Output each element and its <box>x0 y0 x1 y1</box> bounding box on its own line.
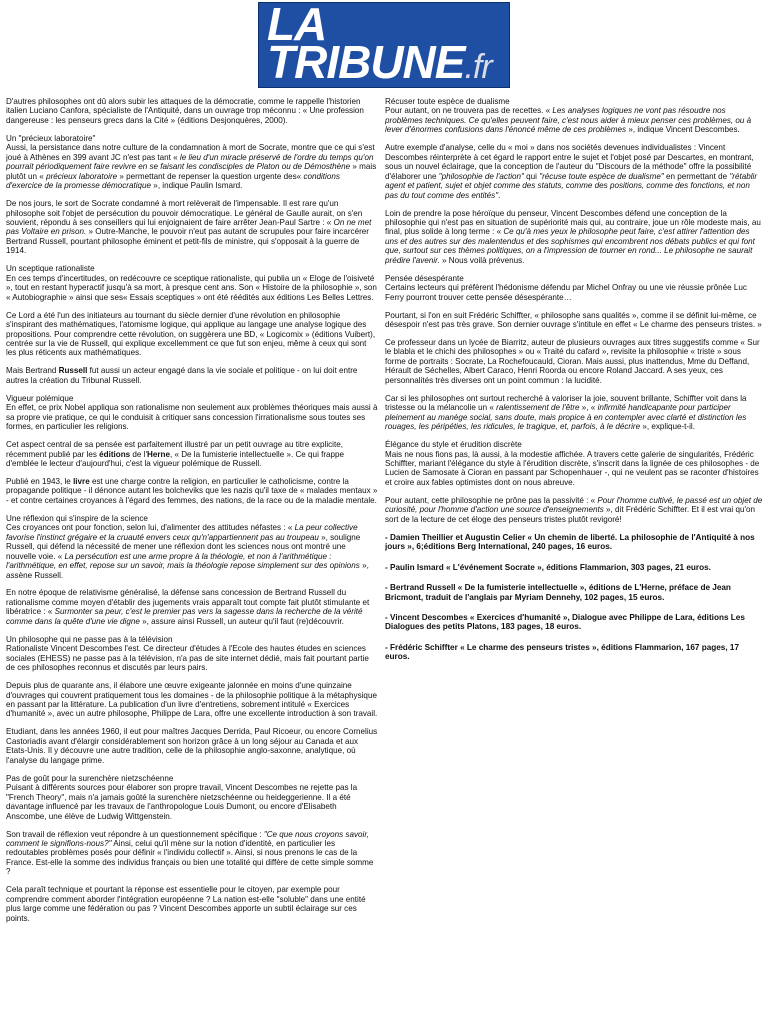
text-run: Son travail de réflexion veut répondre à un questionnement spécifique : <box>6 829 264 839</box>
la-tribune-logo[interactable] <box>258 2 510 88</box>
text-run: est une charge contre la religion, en particulier le catholicisme, contre la propagande politique - il dénonce autant les bolcheviks que les nazis qu'il taxe de « malades mentaux » - et contre certaines croyances à l'égard des femmes, des nations, de la race ou de la maladie mentale. <box>6 476 378 505</box>
section-heading: Vigueur polémique <box>6 393 74 403</box>
text-run: fut aussi un acteur engagé dans la vie sociale et politique - on lui doit entre autres la création du Tribunal Russell. <box>6 366 358 385</box>
paragraph: Pourtant, si l'on en suit Frédéric Schiffter, « philosophe sans qualités », comme il se définit lui-même, ce désespoir n'est pas très grave. Son dernier ouvrage s'intitule en effet « Le charme des penseurs tristes. » <box>385 310 762 330</box>
text-run: Pour autant, cette philosophie ne prône pas la passivité : « <box>385 495 598 505</box>
bold-run: Herne <box>147 449 170 459</box>
section <box>6 774 378 821</box>
section <box>6 394 378 432</box>
text-run: De nos jours, le sort de Socrate condamné à mort relèverait de l'impensable. Il est rare qu'un philosophe soit l'objet de persécution du pouvoir démocratique. Le général de Gaulle aurait, on s'en souvient, répondu à ses conseillers qui lui enjoignaient de faire arrêter Jean-Paul Sartre : « <box>6 199 363 227</box>
quote-run: "Ce que nous croyons savoir, comment le signifions-nous?" <box>6 829 369 848</box>
paragraph: Etudiant, dans les années 1960, il eut pour maîtres Jacques Derrida, Paul Ricoeur, ou encore Cornelius Castoriadis avant d'élargir considérablement son horizon grâce à un long séjour au Canada et aux Etats-Unis. Il y découvre une autre tradition, celle de la philosophie anglo-saxonne, analytique, où l'analyse du langage prime. <box>6 727 378 765</box>
section-heading: Un "précieux laboratoire" <box>6 133 96 143</box>
quote-run: Pour l'homme cultivé, le passé est un objet de curiosité, pour l'homme d'action une source d'enseignements <box>385 495 763 515</box>
quote-run: Les analyses logiques ne vont pas résoudre nos problèmes techniques. Ce qu'elles peuvent faire, c'est nous aider à mieux penser ces problèmes, ou à lever d'énormes confusions dans l'énoncé même de ces problèmes <box>385 106 752 135</box>
logo-line-2 <box>267 35 509 88</box>
paragraph: Depuis plus de quarante ans, il élabore une œuvre exigeante jalonnée en moins d'une quinzaine d'ouvrages qui couvrent pratiquement tous les domaines - de la philosophie politique à la métaphysique en passant par la littérature. La publication d'un livre d'entretiens, sobrement intitulé « Exercices d'humanité », avec un autre philosophe, Philippe de Lara, offre une excellente introduction à son travail. <box>6 681 378 719</box>
text-run: En effet, ce prix Nobel appliqua son rationalisme non seulement aux problèmes théoriques mais aussi à sa propre vie pratique, ce qui le conduisit à critiquer sans concession l'irrationalisme sous toutes ses formes, en particulier les religions. <box>6 403 378 432</box>
paragraph <box>6 830 378 877</box>
text-run: Pour autant, on ne trouvera pas de recettes. « <box>385 106 553 116</box>
section <box>6 134 378 191</box>
paragraph <box>385 143 763 200</box>
paragraph <box>6 588 378 626</box>
text-run: Mais ne nous fions pas, là aussi, à la modestie affichée. A travers cette galerie de singularités, Frédéric Schiffter, mariant l'élégance du style à l'érudition discrète, s'inscrit dans la lignée de ces philosophes - de Lucien de Samosate à Cioran en passant par Schopenhauer -, qui ne veulent pas se raconter d'histoires et croire aux fables optimistes dont on nous abreuve. <box>385 449 760 487</box>
section <box>6 635 378 673</box>
paragraph <box>6 199 378 256</box>
quote-run: Ce qu'à mes yeux le philosophe peut faire, c'est attirer l'attention des uns et des autres sur des malentendus et des sophismes qui encombrent nos débats publics et qui font que, surtout sur ces thèmes politiques, on a l'impression de tourner en rond... Le philosophe ne saurait prédire l'avenir. <box>385 227 755 265</box>
quote-run: infirmité handicapante pour participer pleinement au manège social, sans doute, mais propice à en contempler avec clarté et distinction les rouages, les péripéties, les ridicules, le tragique, et, parfois, à le décrire <box>385 403 747 432</box>
text-run: » permettant de repenser la question urgente des« <box>117 171 304 181</box>
text-run: , « De la fumisterie intellectuelle ». Ce qui frappe d'emblée le lecteur d'aujourd'hui, c'est la vigueur polémique de Russell. <box>6 449 345 468</box>
section-heading: Pas de goût pour la surenchère nietzschéenne <box>6 773 174 783</box>
text-run: Loin de prendre la pose héroïque du penseur, Vincent Descombes défend une conception de la philosophie qui n'est pas en situation de supériorité mais qui, au contraire, joue un rôle modeste mais, au final, plus solide à long terme : « <box>385 208 761 237</box>
text-run: En notre époque de relativisme généralisé, la défense sans concession de Bertrand Russell du rationalisme comme moyen d'établir des jugements vrais apparaît tout compte fait plutôt stimulante et libératrice : « <box>6 588 370 617</box>
bibliography <box>385 533 763 662</box>
section-heading: Un sceptique rationaliste <box>6 264 95 274</box>
text-run: » mais plutôt un « <box>6 162 377 181</box>
text-run: En ces temps d'incertitudes, on redécouvre ce sceptique rationaliste, qui publia un « Eloge de l'oisiveté », tout en restant hyperactif jusqu'à sa mort, à presque cent ans. Son « Histoire de la philosophie », son « Autobiographie » ainsi que ses« Essais sceptiques » ont été réédités aux éditions Les Belles Lettres. <box>6 273 377 302</box>
paragraph: D'autres philosophes ont dû alors subir les attaques de la démocratie, comme le rappelle l'historien italien Luciano Canfora, spécialiste de l'Antiquité, dans un ouvrage trop méconnu : « Une profession dangereuse : les penseurs grecs dans la Cité » (éditions Desjonquères, 2000). <box>6 97 364 125</box>
paragraph <box>6 366 378 385</box>
section-heading: Un philosophe qui ne passe pas à la télévision <box>6 634 173 644</box>
quote-run: La peur collective favorise l'instinct grégaire et la cruauté envers ceux qu'n'appartiennent pas au troupeau <box>6 523 358 542</box>
logo-word: TRIBUNE <box>267 35 465 88</box>
bold-run: livre <box>73 476 90 486</box>
text-run: Ainsi, celui qu'il mène sur la notion d'identité, en particulier les redoutables problèmes posés pour définir « l'individu collectif ». Ainsi, si nous prenons le cas de la France. Est-elle la somme des individus français ou bien une totalité qui diffère de cette simple somme ? <box>6 838 374 877</box>
bibliography-item: - Vincent Descombes « Exercices d'humanité », Dialogue avec Philippe de Lara, éditions Les Dialogues des petits Platons, 183 pages, 18 euros. <box>385 612 745 632</box>
quote-run: conditions d'exercice de la promesse démocratique <box>6 171 340 191</box>
quote-run: précieux laboratoire <box>46 171 118 181</box>
section <box>385 440 763 487</box>
text-run: », dit Frédéric Schiffter. Et il est vrai qu'on sort de la lecture de cet éloge des penseurs tristes plutôt revigoré! <box>385 505 755 524</box>
bibliography-item: - Frédéric Schiffter « Le charme des penseurs tristes », éditions Flammarion, 167 pages, 17 euros. <box>385 642 740 662</box>
quote-run: "philosophie de l'action" <box>438 171 524 181</box>
bold-run: éditions <box>99 449 131 459</box>
text-run: Publié en 1943, le <box>6 476 74 486</box>
section <box>385 97 763 135</box>
text-run: », souligne Russell, qui défend la nécessité de mener une réflexion dont les sciences nous ont montré une nouvelle voie. « <box>6 532 361 561</box>
bold-run: Russell <box>58 366 88 376</box>
text-run: Puisant à différents sources pour élaborer son propre travail, Vincent Descombes ne rejette pas la "French Theory", mais n'a jamais goûté la surenchère nietzschéenne ou heideggerienne. Il a été davantage influencé par les travaux de l'anthropologue Louis Dumont, ou encore d'Elisabeth Anscombe, une élève de Ludwig Wittgenstein. <box>6 783 358 821</box>
text-run: Ces croyances ont pour fonction, selon lui, d'alimenter des attitudes néfastes : « <box>6 523 295 533</box>
text-run: Rationaliste Vincent Descombes l'est. Ce directeur d'études à l'Ecole des hautes études en sciences sociales (EHESS) ne passe pas à la télévision, n'a pas de site internet dédié, mais fait pourtant partie de ces philosophes reconnus et discutés par leurs pairs. <box>6 644 369 673</box>
text-run: » Outre-Manche, le pouvoir n'eut pas autant de scrupules pour faire incarcérer Bertrand Russell, pourtant philosophe éminent et petit-fils de ministre, qui s'opposait à la guerre de 1914. <box>6 227 369 256</box>
text-run: en permettant de <box>663 171 730 181</box>
paragraph <box>6 440 378 468</box>
text-run: », explique-t-il. <box>640 422 695 432</box>
text-run: », assène Russell. <box>6 561 369 580</box>
bibliography-item: - Damien Theillier et Augustin Celier « Un chemin de liberté. La philosophie de l'Antiquité à nos jours », 6;éditions Berg International, 240 pages, 16 euros. <box>385 532 755 552</box>
text-run: », « <box>579 403 598 413</box>
paragraph <box>385 209 763 266</box>
section-heading: Une réflexion qui s'inspire de la science <box>6 513 148 523</box>
section-heading: Récuser toute espèce de dualisme <box>385 97 510 106</box>
text-run: . <box>498 190 501 200</box>
text-run: », indique Vincent Descombes. <box>626 125 740 135</box>
paragraph <box>385 394 763 432</box>
section <box>385 274 763 302</box>
quote-run: La persécution est une arme propre à la théologie, et non à l'arithmétique : l'arithmétique, en effet, repose sur un savoir, mais la théologie repose simplement sur des opinions <box>6 551 360 571</box>
paragraph <box>6 477 378 505</box>
quote-run: On ne met pas Voltaire en prison. <box>6 217 372 237</box>
text-run: Car si les philosophes ont surtout recherché à valoriser la joie, souvent brillante, Schiffter voit dans la tristesse ou la mélancolie un « <box>385 393 747 413</box>
logo-line-1: LA <box>267 2 327 50</box>
article-left-column <box>6 97 378 1019</box>
text-run: », assure ainsi Russell, un auteur qu'il faut (re)découvrir. <box>139 616 344 626</box>
text-run: de l' <box>130 449 147 459</box>
text-run: Aussi, la persistance dans notre culture de la condamnation à mort de Socrate, montre que ce qui s'est joué à Athènes en 399 avant JC n'est pas tant « <box>6 143 375 162</box>
paragraph: Cela paraît technique et pourtant la réponse est essentielle pour le citoyen, par exemple pour comprendre comment aborder l'intégration européenne ? La nation est-elle "soluble" dans une entité plus large comme une fédération ou pas ? Vincent Descombes apporte un subtil éclairage sur ces points. <box>6 885 366 923</box>
section-heading: Élégance du style et érudition discrète <box>385 440 522 450</box>
paragraph <box>385 496 763 524</box>
quote-run: "récuse toute espèce de dualisme" <box>539 171 664 181</box>
quote-run: Surmonter sa peur, c'est le premier pas vers la sagesse dans la recherche de la vérité comme dans la quête d'une vie digne <box>6 607 363 626</box>
quote-run: le lieu d'un miracle préservé de l'ordre du temps qu'on pourrait périodiquement faire revivre en se faisant les condisciples de Platon ou de Démosthène <box>6 152 374 172</box>
paragraph: Ce Lord a été l'un des initiateurs au tournant du siècle dernier d'une révolution en philosophie s'inspirant des mathématiques, l'atomisme logique, qui applique au langage une analyse logique des propositions. Pour comprendre cette révolution, on suggèrera une BD, « Logicomix » (éditions Vuibert), centrée sur la vie de Russell, qui explique excellemment ce que fut son enjeu, même à ceux qui sont les plus réticents aux mathématiques. <box>6 310 376 358</box>
quote-run: "rétablir agent et patient, sujet et objet comme des statuts, comme des positions, comme des fonctions, et non pas du tout comme des entités" <box>385 171 758 200</box>
text-run: qui <box>523 171 540 181</box>
section <box>6 264 378 302</box>
text-run: » Nous voilà prévenus. <box>439 255 525 265</box>
quote-run: ralentissement de l'être <box>496 403 580 413</box>
text-run: Cet aspect central de sa pensée est parfaitement illustré par un petit ouvrage au titre explicite, récemment publié par les <box>6 440 343 459</box>
logo-suffix: .fr <box>464 47 492 86</box>
text-run: Certains lecteurs qui préfèrent l'hédonisme défendu par Michel Onfray ou une vie réussie prônée Luc Ferry pourront trouver cette pensée désespérante… <box>385 283 747 302</box>
bibliography-item: - Paulin Ismard « L'événement Socrate », éditions Flammarion, 303 pages, 21 euros. <box>385 562 711 572</box>
text-run: Mais Bertrand <box>6 366 59 376</box>
article-right-column <box>385 97 763 737</box>
paragraph: Ce professeur dans un lycée de Biarritz, auteur de plusieurs ouvrages aux titres suggestifs comme « Sur le blabla et le chichi des philosophes » ou « Traité du cafard », revisite la philosophie « triste » sous forme de portraits : Socrate, La Rochefoucauld, Cioran. Mais aussi, plus inattendus, Mme du Deffand, Hérault de Séchelles, Albert Caraco, Henri Roorda ou encore Roland Jaccard. A ses yeux, ces personnalités très diverses ont un point commun : la lucidité. <box>385 338 760 385</box>
text-run: », indique Paulin Ismard. <box>151 181 243 191</box>
section <box>6 514 378 580</box>
bibliography-item: - Bertrand Russell « De la fumisterie intellectuelle », éditions de L'Herne, préface de Jean Bricmont, traduit de l'anglais par Myriam Dennehy, 102 pages, 15 euros. <box>385 583 731 602</box>
text-run: Autre exemple d'analyse, celle du « moi » dans nos sociétés devenues individualistes : Vincent Descombes réinterprète à cet égard le rapport entre le sujet et l'objet posé par Descartes, en montrant, sous un nouvel éclairage, que la conception de l'auteur du "Discours de la méthode" offre la possibilité d'élaborer une <box>385 143 754 181</box>
section-heading: Pensée désespérante <box>385 273 464 283</box>
